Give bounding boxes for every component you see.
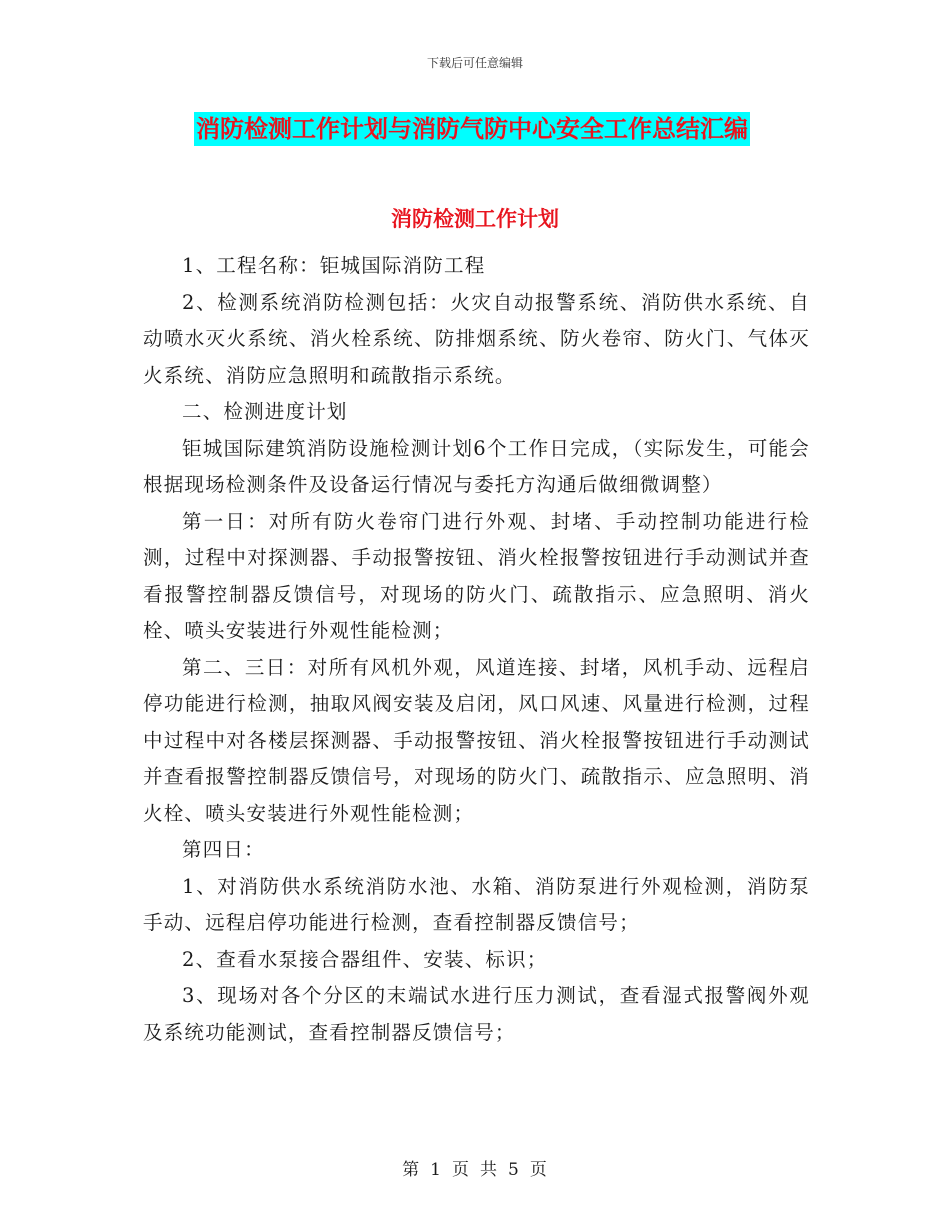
paragraph-project-name: 1、工程名称：钜城国际消防工程	[182, 254, 486, 277]
document-title: 消防检测工作计划与消防气防中心安全工作总结汇编	[194, 112, 750, 146]
footer-total-pages: 5	[508, 1160, 520, 1180]
footer-total-unit: 页	[529, 1160, 548, 1180]
page-footer	[0, 1155, 950, 1180]
header-note: 下载后可任意编辑	[426, 56, 523, 70]
paragraph-schedule-intro: 钜城国际建筑消防设施检测计划6个工作日完成，（实际发生，可能会根据现场检测条件及设备运行情况与委托方沟通后做细微调整）	[143, 436, 810, 496]
paragraph-item-2: 2、查看水泵接合器组件、安装、标识；	[182, 947, 548, 971]
footer-page-unit: 页	[452, 1160, 470, 1180]
paragraph-day-one: 第一日：对所有防火卷帘门进行外观、封堵、手动控制功能进行检测，过程中对探测器、手动报警按钮、消火栓报警按钮进行手动测试并查看报警控制器反馈信号，对现场的防火门、疏散指示、应急照明、消火栓、喷头安装进行外观性能检测；	[143, 509, 810, 642]
footer-total-word: 共	[480, 1160, 498, 1180]
footer-page-number: 1	[430, 1160, 442, 1180]
document-body	[143, 248, 810, 1051]
paragraph-item-1: 1、对消防供水系统消防水池、水箱、消防泵进行外观检测，消防泵手动、远程启停功能进行检测，查看控制器反馈信号；	[143, 874, 810, 934]
section-title: 消防检测工作计划	[391, 207, 559, 231]
paragraph-schedule-heading: 二、检测进度计划	[182, 400, 348, 423]
footer-page-word: 第	[402, 1160, 421, 1180]
paragraph-item-3: 3、现场对各个分区的末端试水进行压力测试，查看湿式报警阀外观及系统功能测试，查看控制器反馈信号；	[143, 984, 810, 1044]
paragraph-day-four: 第四日：	[182, 838, 265, 861]
paragraph-day-two-three: 第二、三日：对所有风机外观，风道连接、封堵，风机手动、远程启停功能进行检测，抽取风阀安装及启闭，风口风速、风量进行检测，过程中过程中对各楼层探测器、手动报警按钮、消火栓报警按钮进行手动测试并查看报警控制器反馈信号，对现场的防火门、疏散指示、应急照明、消火栓、喷头安装进行外观性能检测；	[143, 655, 810, 825]
paragraph-systems: 2、检测系统消防检测包括：火灾自动报警系统、消防供水系统、自动喷水灭火系统、消火栓系统、防排烟系统、防火卷帘、防火门、气体灭火系统、消防应急照明和疏散指示系统。	[143, 290, 810, 387]
